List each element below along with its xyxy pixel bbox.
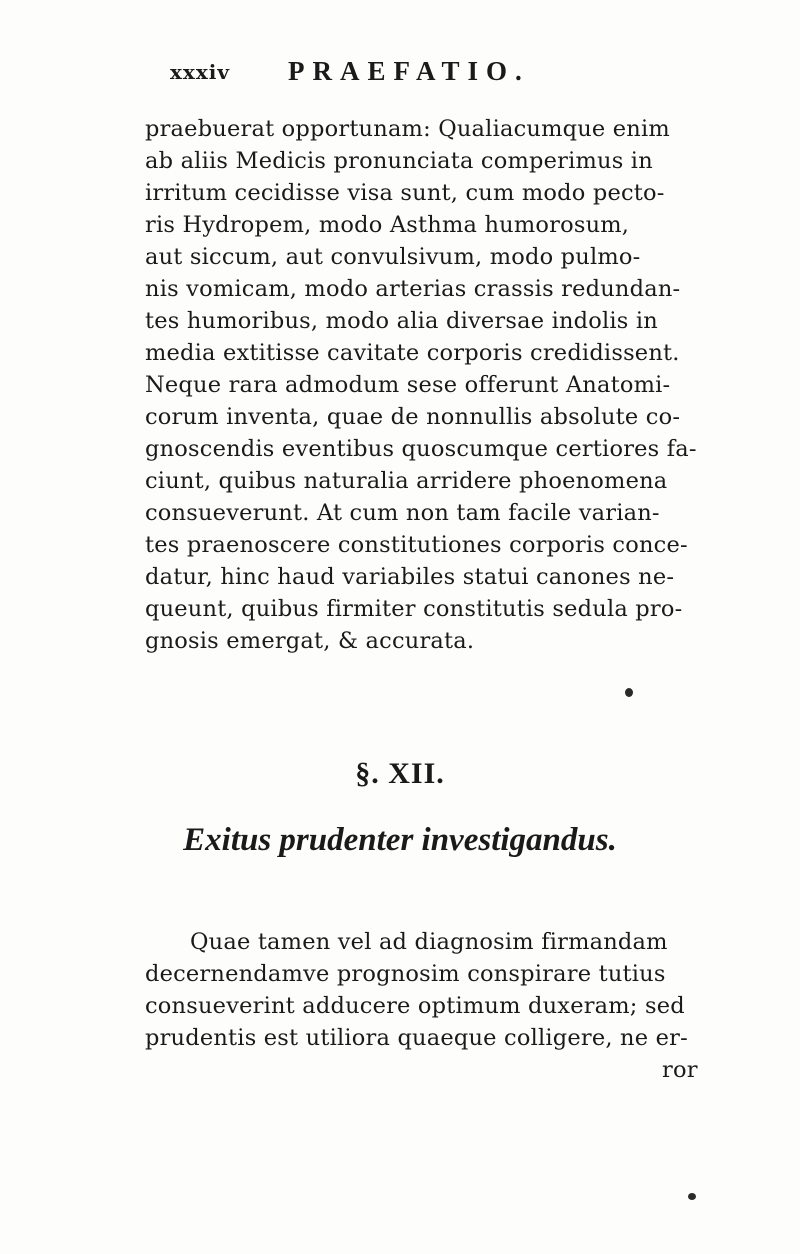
page-number: xxxiv bbox=[170, 60, 230, 84]
text-line: corum inventa, quae de nonnullis absolute co- bbox=[145, 404, 681, 430]
text-line: aut siccum, aut convulsivum, modo pulmo- bbox=[145, 244, 641, 270]
text-line: decernendamve prognosim conspirare tutius bbox=[145, 961, 666, 987]
text-line: irritum cecidisse visa sunt, cum modo pecto- bbox=[145, 180, 665, 206]
page-header bbox=[170, 56, 690, 90]
text-line: ris Hydropem, modo Asthma humorosum, bbox=[145, 212, 630, 238]
text-line: praebuerat opportunam: Qualiacumque enim bbox=[145, 116, 670, 142]
text-line: datur, hinc haud variabiles statui canones ne- bbox=[145, 564, 675, 590]
catchword: ror bbox=[662, 1057, 698, 1083]
text-line: gnoscendis eventibus quoscumque certiores fa- bbox=[145, 436, 697, 462]
text-line: Quae tamen vel ad diagnosim firmandam bbox=[190, 929, 668, 955]
section-number: §. XII. bbox=[355, 757, 445, 790]
text-line: gnosis emergat, & accurata. bbox=[145, 628, 475, 654]
paper-speck bbox=[688, 1193, 696, 1200]
text-line: consueverint adducere optimum duxeram; sed bbox=[145, 993, 685, 1019]
paper-speck bbox=[625, 688, 633, 697]
text-line: queunt, quibus firmiter constitutis sedula pro- bbox=[145, 596, 683, 622]
text-line: consueverunt. At cum non tam facile varian- bbox=[145, 500, 660, 526]
running-title: PRAEFATIO. bbox=[288, 56, 530, 86]
text-line: prudentis est utiliora quaeque colligere, ne er- bbox=[145, 1025, 688, 1051]
text-line: ciunt, quibus naturalia arridere phoenomena bbox=[145, 468, 668, 494]
text-line: tes praenoscere constitutiones corporis conce- bbox=[145, 532, 688, 558]
text-line: nis vomicam, modo arterias crassis redundan- bbox=[145, 276, 681, 302]
text-line: ab aliis Medicis pronunciata comperimus in bbox=[145, 148, 653, 174]
text-line: media extitisse cavitate corporis credidissent. bbox=[145, 340, 680, 366]
text-line: Neque rara admodum sese offerunt Anatomi- bbox=[145, 372, 671, 398]
text-line: tes humoribus, modo alia diversae indolis in bbox=[145, 308, 658, 334]
section-heading: Exitus prudenter investigandus. bbox=[183, 822, 617, 858]
